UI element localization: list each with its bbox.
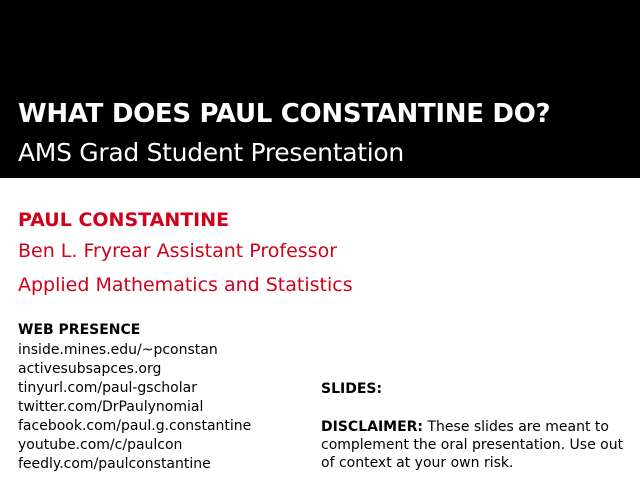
disclaimer-label: DISCLAIMER: — [321, 419, 424, 435]
web-link-youtube[interactable]: youtube.com/c/paulcon — [18, 437, 183, 453]
web-link-active-subspaces[interactable]: activesubsapces.org — [18, 361, 162, 377]
disclaimer-text: These slides are meant to complement the oral presentation. Use out of context at your own risk. — [321, 419, 624, 471]
presenter-name: PAUL CONSTANTINE — [18, 209, 230, 231]
title-banner — [0, 0, 640, 178]
web-link-google-scholar[interactable]: tinyurl.com/paul-gscholar — [18, 380, 197, 396]
web-link-mines[interactable]: inside.mines.edu/~pconstan — [18, 342, 218, 358]
web-presence-list — [18, 341, 251, 474]
slide-subtitle: AMS Grad Student Presentation — [18, 138, 404, 167]
presenter-role: Ben L. Fryrear Assistant Professor — [18, 240, 338, 262]
presenter-department: Applied Mathematics and Statistics — [18, 274, 353, 296]
web-link-twitter[interactable]: twitter.com/DrPaulynomial — [18, 399, 204, 415]
web-presence-heading: WEB PRESENCE — [18, 322, 141, 338]
slides-label: SLIDES: — [321, 381, 383, 397]
disclaimer — [321, 418, 626, 472]
web-link-feedly[interactable]: feedly.com/paulconstantine — [18, 456, 211, 472]
slide-title: WHAT DOES PAUL CONSTANTINE DO? — [18, 99, 551, 129]
web-link-facebook[interactable]: facebook.com/paul.g.constantine — [18, 418, 252, 434]
